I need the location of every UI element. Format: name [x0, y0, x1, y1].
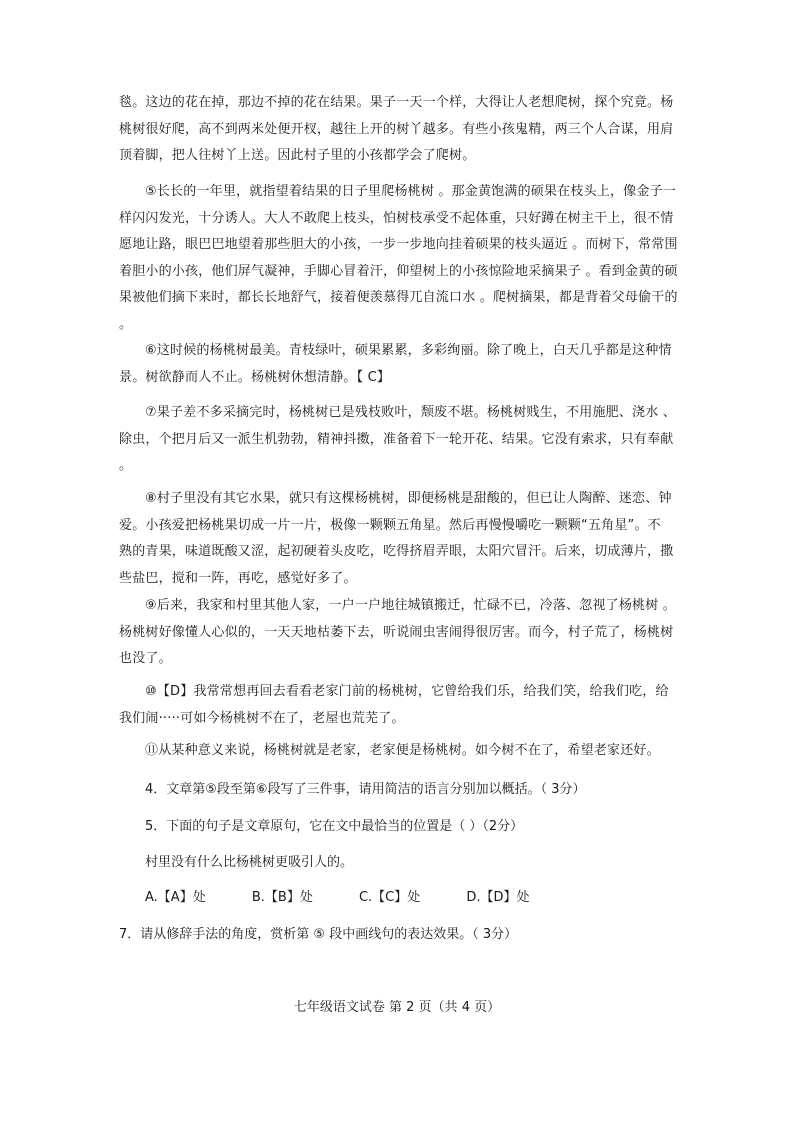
paragraph-7 [119, 400, 675, 480]
text-line: 除虫，个把月后又一派生机勃勃，精神抖擞，准备着下一轮开花、结果。它没有索求，只有奉献 [119, 431, 674, 447]
text-line: 杨桃树好像懂人心似的，一天天地枯萎下去，听说闹虫害闹得很厉害。而今，村子荒了，杨桃树 [119, 624, 674, 640]
paragraph-10 [119, 679, 675, 732]
text-line: 我们闹·····可如今杨桃树不在了，老屋也荒芜了。 [119, 710, 405, 726]
option-c[interactable]: C.【C】处 [358, 890, 421, 905]
text-line: 果被他们摘下来时，都长长地舒气，接着便羡慕得兀自流口水 。爬树摘果，都是背着父母偷干的 [119, 290, 678, 305]
text-line: 爱。小孩爱把杨桃果切成一片一片，极像一颗颗五角星。然后再慢慢嚼吃一颗颗“五角星”。不 [119, 517, 661, 533]
text-line: 。 [119, 316, 133, 332]
text-line: 着胆小的小孩，他们屏气凝神，手脚心冒着汗，仰望树上的小孩惊险地采摘果子 。看到金黄的硕 [119, 263, 678, 279]
paragraph-5 [119, 179, 678, 338]
text-line: ⑨后来，我家和村里其他人家，一户一户地往城镇搬迁，忙碌不已，冷落、忽视了杨桃树 。 [145, 598, 676, 613]
text-line: ⑩【D】我常常想再回去看看老家门前的杨桃树，它曾给我们乐，给我们笑，给我们吃，给 [145, 684, 669, 699]
paragraph-11 [119, 738, 675, 765]
text-line: 愿地让路，眼巴巴地望着那些胆大的小孩，一步一步地向挂着硕果的枝头逼近 。而树下，常常围 [119, 237, 678, 252]
question-5-options [145, 888, 572, 908]
option-a[interactable]: A.【A】处 [145, 890, 206, 905]
paragraph-8 [119, 486, 675, 592]
text-line: 。 [119, 458, 133, 473]
text-line: 景。树欲静而人不止。杨桃树休想清静。【 C】 [119, 369, 391, 385]
option-b[interactable]: B.【B】处 [251, 890, 313, 905]
paragraph-9 [119, 593, 675, 673]
paragraph-6 [119, 338, 675, 391]
text-line: 些盐巴，搅和一阵，再吃，感觉好多了。 [119, 570, 357, 586]
paragraph-intro [119, 90, 675, 170]
text-line: ⑧村子里没有其它水果，就只有这棵杨桃树，即便杨桃是甜酸的，但已让人陶醉、迷恋、钟 [145, 491, 672, 506]
text-line: ⑪从某种意义来说，杨桃树就是老家，老家便是杨桃树。如今树不在了，希望老家还好。 [145, 743, 660, 758]
text-line: ⑦果子差不多采摘完时，杨桃树已是残枝败叶，颓废不堪。杨桃树贱生，不用施肥、浇水 、 [145, 405, 676, 420]
text-line: 样闪闪发光，十分诱人。大人不敢爬上枝头，怕树枝承受不起体重，只好蹲在树主干上，很不情 [119, 210, 674, 226]
page-footer: 七年级语文试卷 第 2 页（共 4 页） [293, 1000, 501, 1015]
text-line: 桃树很好爬，高不到两米处便开杈，越往上开的树丫越多。有些小孩鬼精，两三个人合谋，用肩 [119, 121, 674, 137]
question-5-sentence: 村里没有什么比杨桃树更吸引人的。 [145, 855, 354, 870]
option-d[interactable]: D.【D】处 [466, 890, 530, 905]
text-line: 顶着脚，把人往树丫上送。因此村子里的小孩都学会了爬树。 [119, 148, 476, 163]
question-5: 5．下面的句子是文章原句，它在文中最恰当的位置是（ ）（2分） [145, 819, 524, 834]
text-line: 熟的青果，味道既酸又涩，起初硬着头皮吃，吃得挤眉弄眼，太阳穴冒汗。后来，切成薄片，撒 [119, 544, 674, 559]
text-line: 也没了。 [119, 651, 172, 666]
question-7: 7．请从修辞手法的角度，赏析第 ⑤ 段中画线句的表达效果。（ 3分） [119, 927, 518, 942]
question-4: 4．文章第⑤段至第⑥段写了三件事，请用简洁的语言分别加以概括。（ 3分） [145, 782, 586, 797]
text-line: ⑤长长的一年里，就指望着结果的日子里爬杨桃树 。那金黄饱满的硕果在枝头上，像金子一 [145, 184, 676, 199]
text-line: ⑥这时候的杨桃树最美。青枝绿叶，硕果累累，多彩绚丽。除了晚上，白天几乎都是这种情 [145, 343, 672, 358]
text-line: 毯。这边的花在掉，那边不掉的花在结果。果子一天一个样，大得让人老想爬树，探个究竟。杨 [119, 95, 674, 110]
